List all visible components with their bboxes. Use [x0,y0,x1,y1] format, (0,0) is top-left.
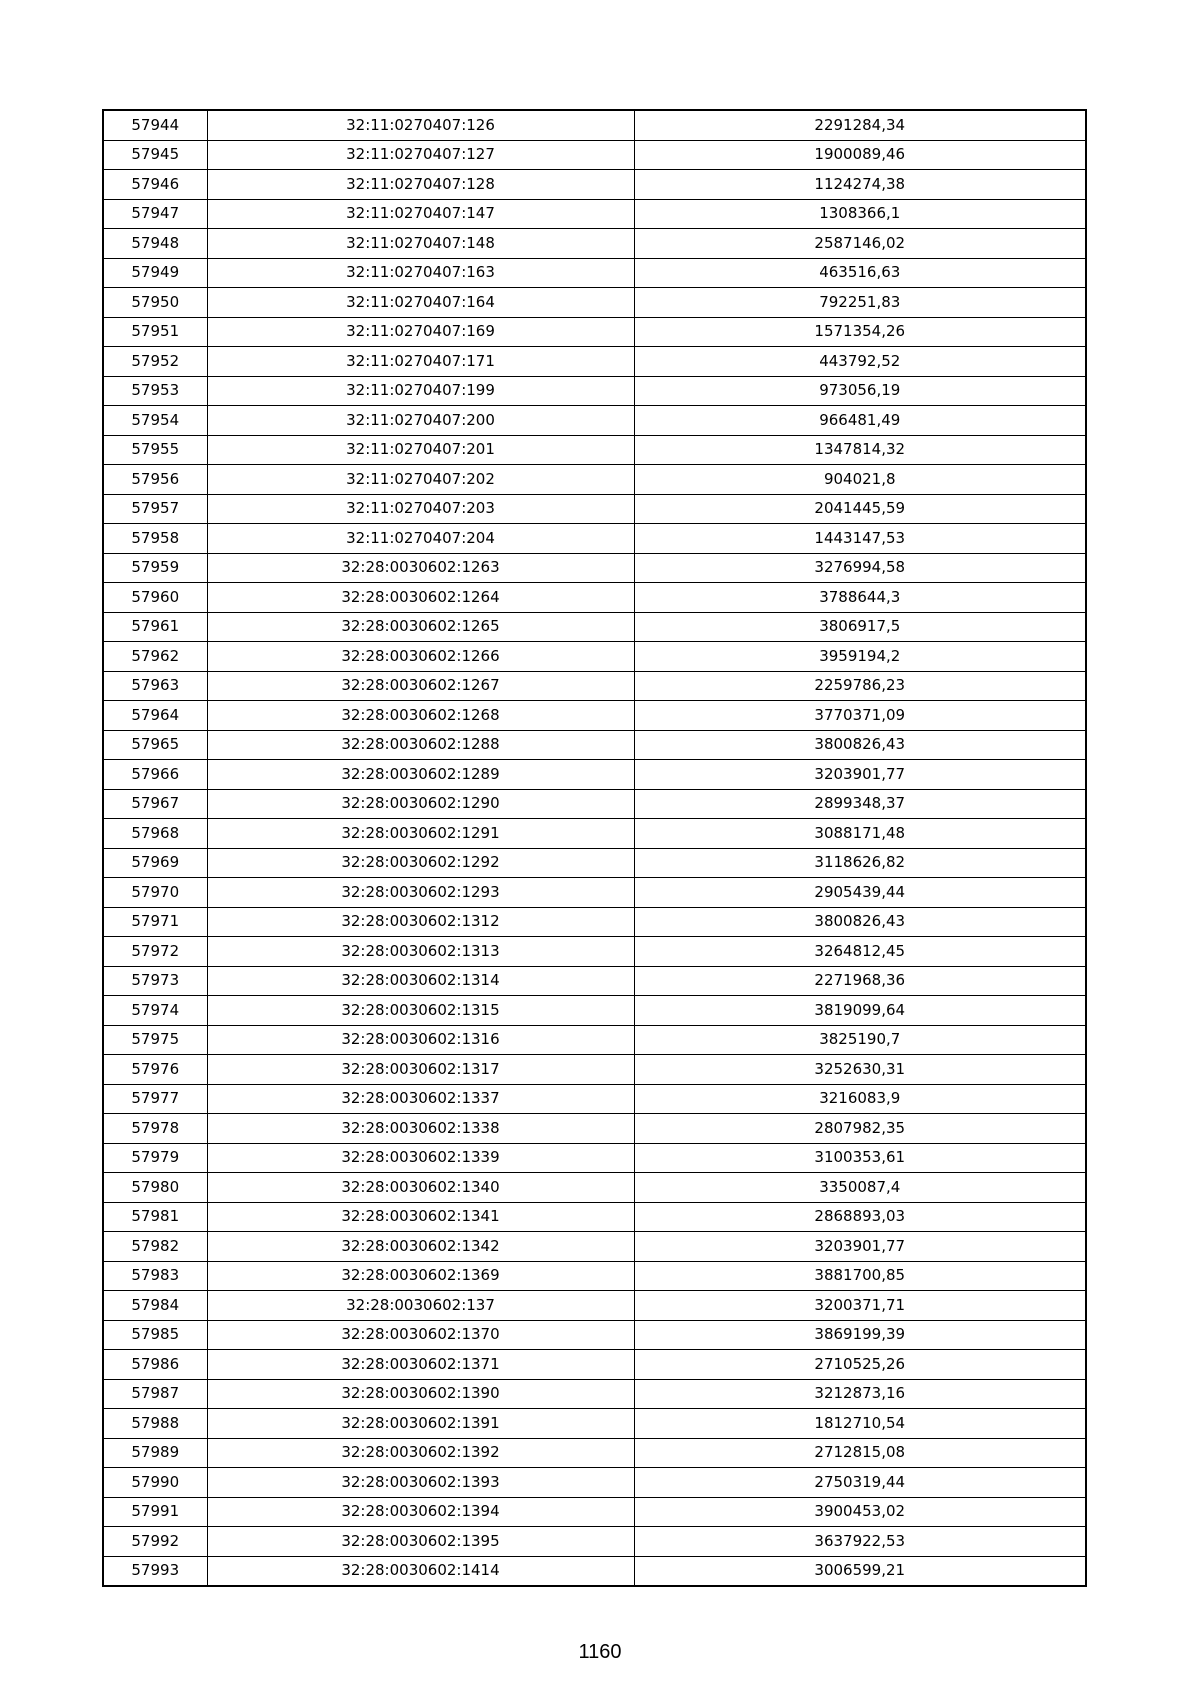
value-cell: 3216083,9 [634,1084,1086,1114]
row-number-cell: 57975 [103,1025,207,1055]
row-number-cell: 57944 [103,110,207,140]
cadastral-number-cell: 32:11:0270407:169 [207,317,634,347]
cadastral-number-cell: 32:11:0270407:147 [207,199,634,229]
table-row [103,730,1086,760]
table-row [103,1379,1086,1409]
value-cell: 2712815,08 [634,1438,1086,1468]
value-cell: 3788644,3 [634,583,1086,613]
value-cell: 3203901,77 [634,1232,1086,1262]
cadastral-number-cell: 32:11:0270407:204 [207,524,634,554]
table-row [103,406,1086,436]
data-table [102,109,1087,1587]
cadastral-number-cell: 32:28:0030602:1264 [207,583,634,613]
value-cell: 3800826,43 [634,907,1086,937]
value-cell: 3203901,77 [634,760,1086,790]
table-row [103,494,1086,524]
cadastral-number-cell: 32:28:0030602:1312 [207,907,634,937]
value-cell: 2750319,44 [634,1468,1086,1498]
cadastral-number-cell: 32:11:0270407:126 [207,110,634,140]
value-cell: 3881700,85 [634,1261,1086,1291]
table-row [103,1232,1086,1262]
value-cell: 966481,49 [634,406,1086,436]
cadastral-number-cell: 32:28:0030602:1342 [207,1232,634,1262]
row-number-cell: 57967 [103,789,207,819]
cadastral-number-cell: 32:28:0030602:1391 [207,1409,634,1439]
table-row [103,1409,1086,1439]
row-number-cell: 57962 [103,642,207,672]
row-number-cell: 57959 [103,553,207,583]
table-row [103,1114,1086,1144]
cadastral-number-cell: 32:11:0270407:163 [207,258,634,288]
cadastral-number-cell: 32:28:0030602:1314 [207,966,634,996]
table-row [103,199,1086,229]
table-row [103,966,1086,996]
cadastral-number-cell: 32:11:0270407:128 [207,170,634,200]
cadastral-number-cell: 32:28:0030602:1265 [207,612,634,642]
value-cell: 2291284,34 [634,110,1086,140]
row-number-cell: 57992 [103,1527,207,1557]
page-number: 1160 [578,1641,622,1663]
value-cell: 3350087,4 [634,1173,1086,1203]
table-row [103,907,1086,937]
table-row [103,1350,1086,1380]
cadastral-number-cell: 32:28:0030602:1371 [207,1350,634,1380]
row-number-cell: 57993 [103,1556,207,1586]
row-number-cell: 57979 [103,1143,207,1173]
value-cell: 1308366,1 [634,199,1086,229]
cadastral-number-cell: 32:28:0030602:1293 [207,878,634,908]
row-number-cell: 57956 [103,465,207,495]
table-row [103,553,1086,583]
row-number-cell: 57982 [103,1232,207,1262]
table-row [103,465,1086,495]
cadastral-number-cell: 32:28:0030602:1289 [207,760,634,790]
cadastral-number-cell: 32:28:0030602:1414 [207,1556,634,1586]
row-number-cell: 57954 [103,406,207,436]
table-row [103,1202,1086,1232]
row-number-cell: 57960 [103,583,207,613]
value-cell: 3276994,58 [634,553,1086,583]
cadastral-number-cell: 32:28:0030602:1337 [207,1084,634,1114]
table-row [103,288,1086,318]
value-cell: 1347814,32 [634,435,1086,465]
row-number-cell: 57989 [103,1438,207,1468]
value-cell: 3006599,21 [634,1556,1086,1586]
value-cell: 463516,63 [634,258,1086,288]
table-row [103,937,1086,967]
row-number-cell: 57970 [103,878,207,908]
table-row [103,317,1086,347]
cadastral-number-cell: 32:28:0030602:1266 [207,642,634,672]
row-number-cell: 57988 [103,1409,207,1439]
row-number-cell: 57953 [103,376,207,406]
table-row [103,1055,1086,1085]
row-number-cell: 57969 [103,848,207,878]
cadastral-number-cell: 32:28:0030602:1369 [207,1261,634,1291]
table-row [103,140,1086,170]
cadastral-number-cell: 32:28:0030602:1267 [207,671,634,701]
value-cell: 3819099,64 [634,996,1086,1026]
row-number-cell: 57958 [103,524,207,554]
cadastral-number-cell: 32:28:0030602:1316 [207,1025,634,1055]
row-number-cell: 57987 [103,1379,207,1409]
row-number-cell: 57974 [103,996,207,1026]
row-number-cell: 57964 [103,701,207,731]
table-row [103,1438,1086,1468]
cadastral-number-cell: 32:28:0030602:1392 [207,1438,634,1468]
value-cell: 3264812,45 [634,937,1086,967]
value-cell: 3770371,09 [634,701,1086,731]
row-number-cell: 57947 [103,199,207,229]
row-number-cell: 57977 [103,1084,207,1114]
cadastral-number-cell: 32:28:0030602:1341 [207,1202,634,1232]
value-cell: 973056,19 [634,376,1086,406]
row-number-cell: 57973 [103,966,207,996]
table-row [103,1261,1086,1291]
table-row [103,1320,1086,1350]
table-row [103,760,1086,790]
table-row [103,878,1086,908]
row-number-cell: 57965 [103,730,207,760]
value-cell: 2905439,44 [634,878,1086,908]
table-row [103,435,1086,465]
value-cell: 1124274,38 [634,170,1086,200]
table-body [103,110,1086,1586]
value-cell: 3100353,61 [634,1143,1086,1173]
cadastral-number-cell: 32:28:0030602:1339 [207,1143,634,1173]
cadastral-number-cell: 32:11:0270407:199 [207,376,634,406]
cadastral-number-cell: 32:28:0030602:1390 [207,1379,634,1409]
table-row [103,583,1086,613]
row-number-cell: 57951 [103,317,207,347]
row-number-cell: 57952 [103,347,207,377]
row-number-cell: 57984 [103,1291,207,1321]
table-row [103,996,1086,1026]
value-cell: 2271968,36 [634,966,1086,996]
value-cell: 3212873,16 [634,1379,1086,1409]
value-cell: 3900453,02 [634,1497,1086,1527]
value-cell: 3869199,39 [634,1320,1086,1350]
table-row [103,1497,1086,1527]
table-row [103,170,1086,200]
table-row [103,347,1086,377]
value-cell: 1900089,46 [634,140,1086,170]
row-number-cell: 57957 [103,494,207,524]
value-cell: 904021,8 [634,465,1086,495]
value-cell: 443792,52 [634,347,1086,377]
cadastral-number-cell: 32:28:0030602:1338 [207,1114,634,1144]
cadastral-number-cell: 32:28:0030602:1317 [207,1055,634,1085]
row-number-cell: 57968 [103,819,207,849]
value-cell: 3825190,7 [634,1025,1086,1055]
value-cell: 3806917,5 [634,612,1086,642]
row-number-cell: 57949 [103,258,207,288]
row-number-cell: 57986 [103,1350,207,1380]
value-cell: 2868893,03 [634,1202,1086,1232]
row-number-cell: 57990 [103,1468,207,1498]
row-number-cell: 57946 [103,170,207,200]
row-number-cell: 57978 [103,1114,207,1144]
row-number-cell: 57966 [103,760,207,790]
table-row [103,1025,1086,1055]
table-row [103,524,1086,554]
value-cell: 3118626,82 [634,848,1086,878]
table-row [103,1556,1086,1586]
cadastral-number-cell: 32:28:0030602:1313 [207,937,634,967]
row-number-cell: 57985 [103,1320,207,1350]
table-row [103,376,1086,406]
value-cell: 2899348,37 [634,789,1086,819]
cadastral-number-cell: 32:28:0030602:1288 [207,730,634,760]
cadastral-number-cell: 32:11:0270407:201 [207,435,634,465]
table-row [103,1468,1086,1498]
cadastral-number-cell: 32:28:0030602:1394 [207,1497,634,1527]
row-number-cell: 57991 [103,1497,207,1527]
value-cell: 3637922,53 [634,1527,1086,1557]
table-row [103,1173,1086,1203]
row-number-cell: 57948 [103,229,207,259]
cadastral-number-cell: 32:11:0270407:202 [207,465,634,495]
cadastral-number-cell: 32:11:0270407:127 [207,140,634,170]
cadastral-number-cell: 32:11:0270407:200 [207,406,634,436]
value-cell: 1571354,26 [634,317,1086,347]
value-cell: 2259786,23 [634,671,1086,701]
cadastral-number-cell: 32:28:0030602:1268 [207,701,634,731]
value-cell: 3088171,48 [634,819,1086,849]
value-cell: 3200371,71 [634,1291,1086,1321]
table-row [103,258,1086,288]
table-row [103,229,1086,259]
row-number-cell: 57971 [103,907,207,937]
row-number-cell: 57961 [103,612,207,642]
value-cell: 3959194,2 [634,642,1086,672]
table-row [103,1143,1086,1173]
table-row [103,1527,1086,1557]
row-number-cell: 57980 [103,1173,207,1203]
table-row [103,848,1086,878]
cadastral-number-cell: 32:28:0030602:1370 [207,1320,634,1350]
cadastral-number-cell: 32:28:0030602:1290 [207,789,634,819]
row-number-cell: 57976 [103,1055,207,1085]
table-row [103,789,1086,819]
table-row [103,1291,1086,1321]
row-number-cell: 57972 [103,937,207,967]
row-number-cell: 57950 [103,288,207,318]
cadastral-number-cell: 32:28:0030602:1393 [207,1468,634,1498]
value-cell: 1812710,54 [634,1409,1086,1439]
table-row [103,701,1086,731]
table-row [103,612,1086,642]
row-number-cell: 57981 [103,1202,207,1232]
cadastral-number-cell: 32:11:0270407:164 [207,288,634,318]
cadastral-number-cell: 32:11:0270407:203 [207,494,634,524]
row-number-cell: 57945 [103,140,207,170]
cadastral-number-cell: 32:28:0030602:1291 [207,819,634,849]
cadastral-number-cell: 32:28:0030602:1395 [207,1527,634,1557]
table-row [103,1084,1086,1114]
value-cell: 2041445,59 [634,494,1086,524]
value-cell: 3252630,31 [634,1055,1086,1085]
cadastral-number-cell: 32:28:0030602:1292 [207,848,634,878]
cadastral-number-cell: 32:11:0270407:171 [207,347,634,377]
row-number-cell: 57963 [103,671,207,701]
value-cell: 792251,83 [634,288,1086,318]
table-row [103,110,1086,140]
table-row [103,642,1086,672]
cadastral-number-cell: 32:11:0270407:148 [207,229,634,259]
value-cell: 2807982,35 [634,1114,1086,1144]
value-cell: 2710525,26 [634,1350,1086,1380]
value-cell: 3800826,43 [634,730,1086,760]
value-cell: 2587146,02 [634,229,1086,259]
cadastral-number-cell: 32:28:0030602:1263 [207,553,634,583]
table-row [103,819,1086,849]
cadastral-number-cell: 32:28:0030602:1340 [207,1173,634,1203]
value-cell: 1443147,53 [634,524,1086,554]
table-row [103,671,1086,701]
cadastral-number-cell: 32:28:0030602:137 [207,1291,634,1321]
cadastral-number-cell: 32:28:0030602:1315 [207,996,634,1026]
row-number-cell: 57983 [103,1261,207,1291]
row-number-cell: 57955 [103,435,207,465]
